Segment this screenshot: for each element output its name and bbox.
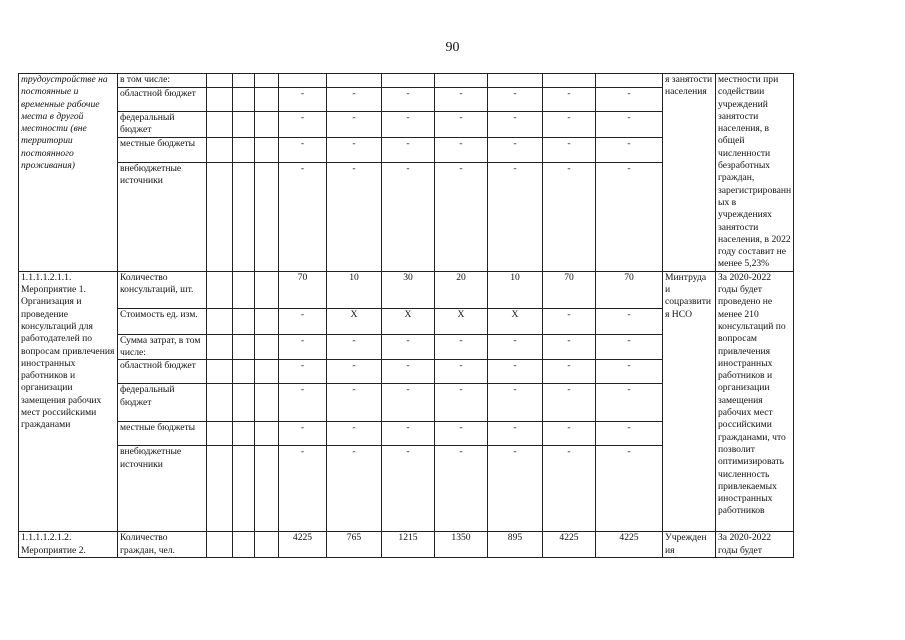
value-cell: - [382,138,435,162]
empty-cell [233,138,255,162]
value-cell: 70 [279,271,327,308]
empty-cell [207,74,233,88]
value-cell: - [327,111,382,137]
page-number: 90 [445,40,460,55]
empty-cell [255,334,279,360]
table-row [19,74,870,88]
value-cell: X [435,308,488,334]
value-cell: - [543,384,596,422]
executor-cell: Минтруда и соцразвити я НСО [663,271,716,532]
value-cell: - [488,334,543,360]
value-cell: 20 [435,271,488,308]
empty-cell [255,360,279,384]
value-cell: - [435,446,488,532]
value-cell: - [327,360,382,384]
value-cell: X [488,308,543,334]
value-cell: - [488,87,543,111]
value-cell: - [327,138,382,162]
value-cell: - [382,162,435,271]
value-cell: - [279,308,327,334]
empty-cell [207,111,233,137]
empty-cell [255,74,279,88]
empty-cell [207,360,233,384]
value-cell: - [596,446,663,532]
indicator-label-cell: федеральный бюджет [118,111,207,137]
empty-cell [255,384,279,422]
value-cell: 895 [488,532,543,558]
value-cell [279,74,327,88]
value-cell: - [488,422,543,446]
result-cell: За 2020-2022 годы будет [716,532,794,558]
value-cell [382,74,435,88]
value-cell: - [488,360,543,384]
indicator-label-cell: внебюджетные источники [118,162,207,271]
value-cell: - [596,111,663,137]
value-cell [488,74,543,88]
value-cell: - [596,334,663,360]
result-cell: местности при содействии учреждений занятости населения, в общей численности безработных граждан, зарегистрированн ых в учреждениях занятости населения, в 2022 году составит не менее 5,23% [716,74,794,272]
indicator-label-cell: Сумма затрат, в том числе: [118,334,207,360]
executor-cell: Учрежден ия [663,532,716,558]
value-cell: - [382,422,435,446]
empty-cell [233,271,255,308]
value-cell: - [543,446,596,532]
empty-cell [207,384,233,422]
empty-cell [233,532,255,558]
empty-cell [233,384,255,422]
value-cell: - [435,111,488,137]
empty-cell [207,422,233,446]
table-row [19,532,870,558]
table-row [19,271,870,308]
empty-cell [207,271,233,308]
value-cell: - [596,87,663,111]
empty-cell [255,532,279,558]
empty-cell [255,422,279,446]
value-cell: - [596,360,663,384]
empty-cell [207,334,233,360]
value-cell: - [382,111,435,137]
value-cell: 70 [543,271,596,308]
value-cell: - [279,87,327,111]
value-cell: - [543,308,596,334]
value-cell: - [488,111,543,137]
value-cell: - [382,87,435,111]
value-cell: X [382,308,435,334]
empty-cell [233,334,255,360]
value-cell: - [279,446,327,532]
empty-cell [255,308,279,334]
value-cell: - [279,162,327,271]
indicator-label-cell: Количество граждан, чел. [118,532,207,558]
indicator-label-cell: Стоимость ед. изм. [118,308,207,334]
empty-cell [207,138,233,162]
value-cell: - [327,446,382,532]
indicator-label-cell: местные бюджеты [118,422,207,446]
value-cell: - [382,446,435,532]
value-cell: - [279,138,327,162]
empty-cell [207,162,233,271]
value-cell: - [279,422,327,446]
value-cell: - [543,334,596,360]
program-table [18,73,870,558]
indicator-label-cell: федеральный бюджет [118,384,207,422]
value-cell: - [435,87,488,111]
empty-cell [255,111,279,137]
empty-cell [233,162,255,271]
empty-cell [255,271,279,308]
empty-cell [255,138,279,162]
value-cell: - [596,138,663,162]
indicator-label-cell: Количество консультаций, шт. [118,271,207,308]
value-cell: - [543,162,596,271]
value-cell: X [327,308,382,334]
value-cell: - [435,360,488,384]
empty-cell [233,74,255,88]
empty-cell [207,87,233,111]
value-cell: - [382,360,435,384]
indicator-label-cell: местные бюджеты [118,138,207,162]
value-cell: - [543,138,596,162]
empty-cell [233,308,255,334]
value-cell: - [279,384,327,422]
value-cell: 10 [488,271,543,308]
value-cell: 4225 [596,532,663,558]
empty-cell [207,446,233,532]
value-cell [327,74,382,88]
value-cell: - [327,162,382,271]
empty-cell [233,360,255,384]
value-cell: 70 [596,271,663,308]
value-cell: - [543,422,596,446]
value-cell: - [543,87,596,111]
value-cell: - [543,111,596,137]
activity-name-cell: трудоустройстве на постоянные и временные рабочие места в другой местности (вне территории постоянного проживания) [19,74,118,272]
result-cell: За 2020-2022 годы будет проведено не менее 210 консультаций по вопросам привлечения иностранных работников и организации замещения рабочих мест российскими гражданами, что позволит оптимизировать численность привлекаемых иностранных работников [716,271,794,532]
value-cell: - [488,138,543,162]
value-cell: - [543,360,596,384]
value-cell: - [435,162,488,271]
activity-name-cell: 1.1.1.1.2.1.1. Мероприятие 1. Организация и проведение консультаций для работодателей по вопросам привлечения иностранных работников и организации замещения рабочих мест российскими гражданами [19,271,118,532]
value-cell: 4225 [279,532,327,558]
value-cell: - [435,422,488,446]
value-cell: - [435,138,488,162]
value-cell: - [488,446,543,532]
value-cell: - [435,384,488,422]
value-cell: 4225 [543,532,596,558]
value-cell [543,74,596,88]
value-cell: - [327,334,382,360]
value-cell: 1215 [382,532,435,558]
value-cell: - [327,422,382,446]
empty-cell [255,446,279,532]
empty-cell [255,87,279,111]
indicator-label-cell: внебюджетные источники [118,446,207,532]
value-cell [435,74,488,88]
executor-cell: я занятости населения [663,74,716,272]
value-cell: 10 [327,271,382,308]
value-cell: - [596,162,663,271]
value-cell: - [279,334,327,360]
indicator-label-cell: областной бюджет [118,360,207,384]
value-cell: - [488,384,543,422]
value-cell: - [327,384,382,422]
value-cell: - [596,308,663,334]
empty-cell [233,446,255,532]
empty-cell [255,162,279,271]
value-cell: 30 [382,271,435,308]
empty-cell [233,87,255,111]
value-cell: 765 [327,532,382,558]
value-cell: - [488,162,543,271]
value-cell: - [435,334,488,360]
empty-cell [233,422,255,446]
empty-cell [207,308,233,334]
value-cell: - [596,422,663,446]
indicator-label-cell: в том числе: [118,74,207,88]
value-cell: - [279,111,327,137]
indicator-label-cell: областной бюджет [118,87,207,111]
empty-cell [207,532,233,558]
activity-name-cell: 1.1.1.1.2.1.2. Мероприятие 2. [19,532,118,558]
value-cell: - [382,334,435,360]
value-cell: - [327,87,382,111]
empty-cell [233,111,255,137]
value-cell [596,74,663,88]
value-cell: - [596,384,663,422]
value-cell: - [382,384,435,422]
value-cell: 1350 [435,532,488,558]
value-cell: - [279,360,327,384]
